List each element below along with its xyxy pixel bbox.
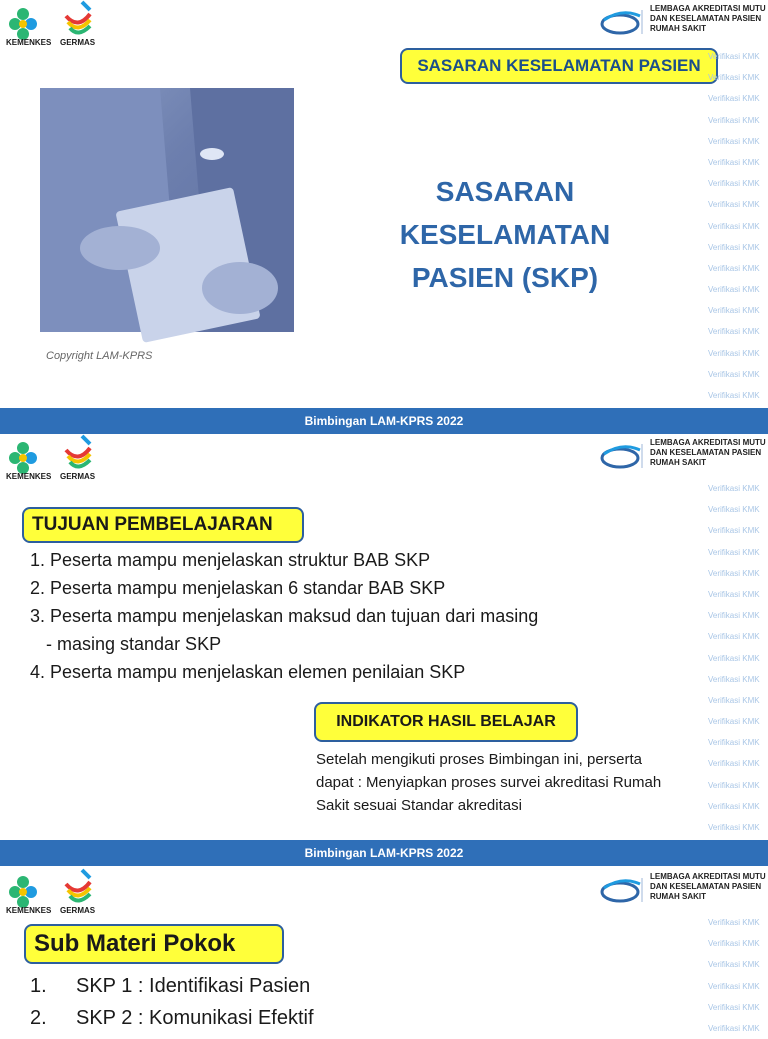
germas-logo bbox=[60, 868, 96, 906]
indicator-line: Sakit sesuai Standar akreditasi bbox=[316, 797, 522, 814]
watermark-text: Verifikasi KMK bbox=[708, 653, 760, 663]
list-item-text: SKP 1 : Identifikasi Pasien bbox=[76, 975, 311, 997]
copyright-text: Copyright LAM-KPRS bbox=[46, 350, 153, 362]
watermark-text: Verifikasi KMK bbox=[708, 179, 760, 189]
watermark-text: Verifikasi KMK bbox=[708, 695, 760, 705]
watermark-text: Verifikasi KMK bbox=[708, 674, 760, 684]
germas-logo bbox=[60, 434, 96, 472]
watermark-text: Verifikasi KMK bbox=[708, 221, 760, 231]
objective-item: 2. Peserta mampu menjelaskan 6 standar BAB SKP bbox=[30, 578, 446, 598]
watermark-text: Verifikasi KMK bbox=[708, 484, 760, 493]
slide-2 bbox=[0, 434, 768, 840]
watermark-text: Verifikasi KMK bbox=[708, 94, 760, 104]
kemenkes-label: KEMENKES bbox=[6, 472, 52, 481]
indicator-line: dapat : Menyiapkan proses survei akreditasi Rumah bbox=[316, 774, 662, 791]
watermark-text: Verifikasi KMK bbox=[708, 526, 760, 536]
kemenkes-label: KEMENKES bbox=[6, 906, 52, 915]
watermark-text: Verifikasi KMK bbox=[708, 285, 760, 295]
lam-line: LEMBAGA AKREDITASI MUTU bbox=[650, 4, 766, 13]
watermark-text: Verifikasi KMK bbox=[708, 327, 760, 337]
list-item bbox=[30, 1002, 314, 1034]
watermark-text: Verifikasi KMK bbox=[708, 136, 760, 146]
lam-line: RUMAH SAKIT bbox=[650, 458, 706, 467]
watermark-text: Verifikasi KMK bbox=[708, 717, 760, 727]
watermark-text: Verifikasi KMK bbox=[708, 960, 760, 970]
watermark-text: Verifikasi KMK bbox=[708, 547, 760, 557]
watermark-text: Verifikasi KMK bbox=[708, 52, 760, 61]
germas-logo bbox=[60, 0, 96, 38]
main-title-line: SASARAN bbox=[435, 176, 575, 207]
watermark-text: Verifikasi KMK bbox=[708, 391, 760, 400]
indicator-text bbox=[316, 748, 718, 817]
objective-item: 3. Peserta mampu menjelaskan maksud dan tujuan dari masing bbox=[30, 606, 539, 626]
sub-materi-list bbox=[30, 970, 314, 1034]
lam-line: DAN KESELAMATAN PASIEN bbox=[650, 448, 762, 457]
indicator-line: Setelah mengikuti proses Bimbingan ini, perserta bbox=[316, 751, 643, 768]
lam-line: DAN KESELAMATAN PASIEN bbox=[650, 882, 762, 891]
germas-label: GERMAS bbox=[60, 38, 96, 47]
list-item-text: SKP 2 : Komunikasi Efektif bbox=[76, 1007, 314, 1029]
indicator-pill-title: INDIKATOR HASIL BELAJAR bbox=[314, 702, 578, 742]
germas-label: GERMAS bbox=[60, 472, 96, 481]
watermark-text: Verifikasi KMK bbox=[708, 115, 760, 125]
watermark-text: Verifikasi KMK bbox=[708, 939, 760, 949]
watermark-text: Verifikasi KMK bbox=[708, 242, 760, 252]
objectives-list bbox=[30, 546, 650, 686]
list-item-number: 1. bbox=[30, 975, 47, 997]
watermark-text: Verifikasi KMK bbox=[708, 348, 760, 358]
slide-1-main-title bbox=[370, 170, 640, 299]
watermark-column bbox=[708, 912, 768, 1039]
watermark-text: Verifikasi KMK bbox=[708, 157, 760, 167]
lam-kprs-text bbox=[650, 4, 768, 34]
lam-line: LEMBAGA AKREDITASI MUTU bbox=[650, 872, 766, 881]
watermark-text: Verifikasi KMK bbox=[708, 200, 760, 210]
lam-kprs-logo bbox=[600, 876, 644, 904]
watermark-text: Verifikasi KMK bbox=[708, 1023, 760, 1033]
germas-label: GERMAS bbox=[60, 906, 96, 915]
list-item bbox=[30, 970, 314, 1002]
watermark-text: Verifikasi KMK bbox=[708, 611, 760, 621]
lam-kprs-logo bbox=[600, 442, 644, 470]
slide-2-pill-title: TUJUAN PEMBELAJARAN bbox=[22, 507, 304, 543]
lam-kprs-text bbox=[650, 438, 768, 468]
lam-line: LEMBAGA AKREDITASI MUTU bbox=[650, 438, 766, 447]
slide-1 bbox=[0, 0, 768, 408]
lam-line: RUMAH SAKIT bbox=[650, 24, 706, 33]
lam-line: DAN KESELAMATAN PASIEN bbox=[650, 14, 762, 23]
watermark-text: Verifikasi KMK bbox=[708, 306, 760, 316]
watermark-text: Verifikasi KMK bbox=[708, 568, 760, 578]
watermark-column bbox=[708, 478, 768, 838]
lam-line: RUMAH SAKIT bbox=[650, 892, 706, 901]
watermark-text: Verifikasi KMK bbox=[708, 981, 760, 991]
watermark-text: Verifikasi KMK bbox=[708, 918, 760, 927]
objective-item: 1. Peserta mampu menjelaskan struktur BAB SKP bbox=[30, 550, 431, 570]
watermark-column bbox=[708, 46, 768, 406]
main-title-line: PASIEN (SKP) bbox=[411, 262, 599, 293]
footer-bar: Bimbingan LAM-KPRS 2022 bbox=[0, 408, 768, 434]
watermark-text: Verifikasi KMK bbox=[708, 589, 760, 599]
watermark-text: Verifikasi KMK bbox=[708, 505, 760, 515]
list-item-number: 2. bbox=[30, 1007, 47, 1029]
watermark-text: Verifikasi KMK bbox=[708, 263, 760, 273]
watermark-text: Verifikasi KMK bbox=[708, 823, 760, 832]
watermark-text: Verifikasi KMK bbox=[708, 801, 760, 811]
watermark-text: Verifikasi KMK bbox=[708, 780, 760, 790]
watermark-text: Verifikasi KMK bbox=[708, 73, 760, 83]
watermark-text: Verifikasi KMK bbox=[708, 759, 760, 769]
slide-3 bbox=[0, 868, 768, 1033]
slide-1-pill-title: SASARAN KESELAMATAN PASIEN bbox=[400, 48, 718, 84]
watermark-text: Verifikasi KMK bbox=[708, 1002, 760, 1012]
slide-3-pill-title: Sub Materi Pokok bbox=[24, 924, 284, 964]
lam-kprs-logo bbox=[600, 8, 644, 36]
lam-kprs-text bbox=[650, 872, 768, 902]
objective-item-continuation: - masing standar SKP bbox=[46, 634, 222, 654]
footer-bar: Bimbingan LAM-KPRS 2022 bbox=[0, 840, 768, 866]
watermark-text: Verifikasi KMK bbox=[708, 738, 760, 748]
doctor-clipboard-photo bbox=[40, 88, 294, 332]
watermark-text: Verifikasi KMK bbox=[708, 369, 760, 379]
kemenkes-label: KEMENKES bbox=[6, 38, 52, 47]
objective-item: 4. Peserta mampu menjelaskan elemen penilaian SKP bbox=[30, 662, 466, 682]
watermark-text: Verifikasi KMK bbox=[708, 632, 760, 642]
main-title-line: KESELAMATAN bbox=[399, 219, 611, 250]
